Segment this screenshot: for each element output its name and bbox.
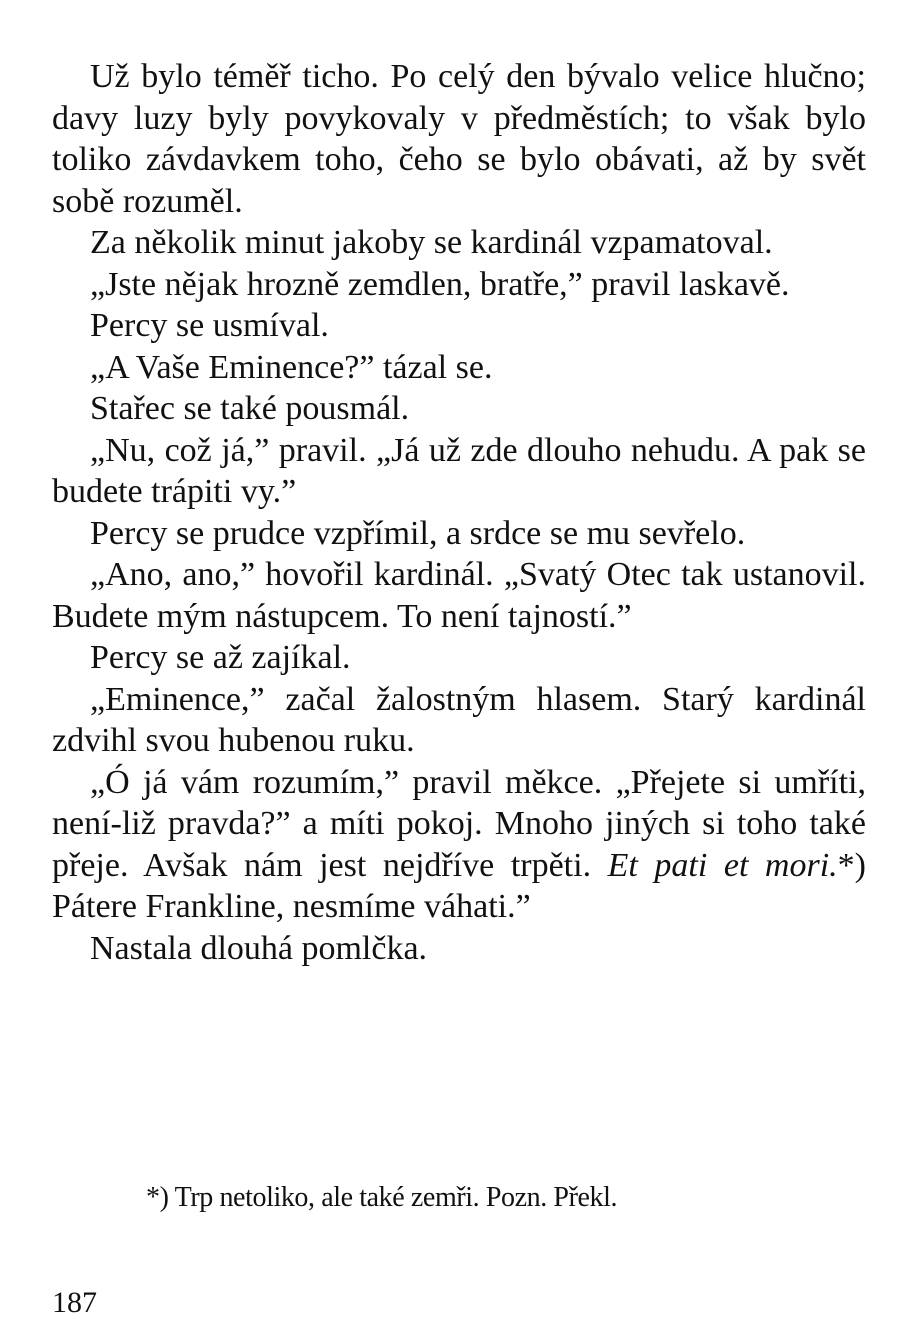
- paragraph-7: „Nu, což já,” pravil. „Já už zde dlouho nehudu. A pak se budete trápiti vy.”: [52, 431, 866, 510]
- paragraph-3: „Jste nějak hrozně zemdlen, bratře,” pravil laskavě.: [90, 265, 790, 303]
- paragraph-1: Už bylo téměř ticho. Po celý den bývalo velice hlučno; davy luzy byly povykovaly v předměstích; to však bylo toliko závdavkem toho, čeho se bylo obávati, až by svět sobě rozuměl.: [52, 58, 866, 220]
- paragraph-11: „Eminence,” začal žalostným hlasem. Starý kardinál zdvihl svou hubenou ruku.: [52, 680, 866, 759]
- footnote: *) Trp netoliko, ale také zemři. Pozn. Překl.: [146, 1182, 618, 1213]
- paragraph-12-text-start: „Ó já vám rozumím,” pravil měkce. „Přejete si umříti, není-liž pravda?” a míti pokoj. Mnoho jiných si toho také přeje. Avšak nám jest nejdříve trpěti.: [52, 763, 866, 884]
- latin-quote: Et pati et mori.: [607, 846, 838, 884]
- paragraph-13: Nastala dlouhá pomlčka.: [90, 929, 428, 967]
- paragraph-9: „Ano, ano,” hovořil kardinál. „Svatý Otec tak ustanovil. Budete mým nástupcem. To není tajností.”: [52, 556, 866, 635]
- paragraph-2: Za několik minut jakoby se kardinál vzpamatoval.: [90, 224, 773, 261]
- page-body: [52, 56, 866, 969]
- paragraph-10: Percy se až zajíkal.: [90, 639, 351, 676]
- paragraph-8: Percy se prudce vzpřímil, a srdce se mu sevřelo.: [90, 514, 746, 552]
- paragraph-12: [52, 762, 866, 928]
- paragraph-4: Percy se usmíval.: [90, 307, 329, 344]
- paragraph-6: Stařec se také pousmál.: [90, 390, 410, 427]
- page-number: 187: [52, 1286, 97, 1319]
- paragraph-12-text-end: *) Pátere Frankline, nesmíme váhati.”: [52, 846, 866, 925]
- paragraph-5: „A Vaše Eminence?” tázal se.: [90, 348, 493, 386]
